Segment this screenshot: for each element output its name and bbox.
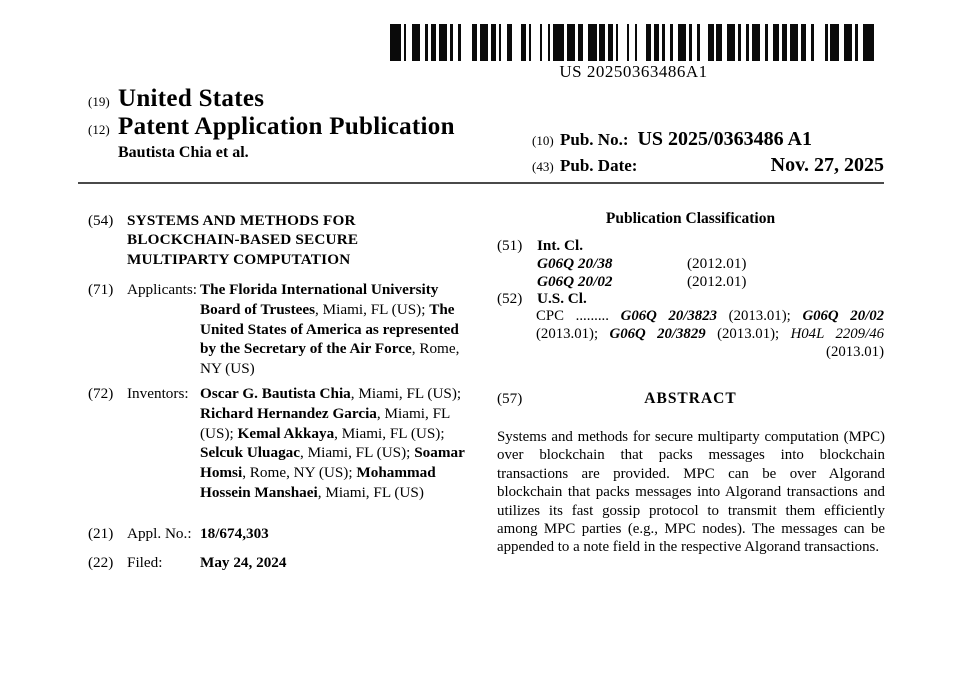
int-cl-code: G06Q 20/02 xyxy=(537,273,613,290)
pub-no-row xyxy=(532,128,884,151)
pub-date-value: Nov. 27, 2025 xyxy=(770,154,884,176)
header-left xyxy=(88,85,455,162)
title-line: MULTIPARTY COMPUTATION xyxy=(127,250,351,268)
us-cl-label: U.S. Cl. xyxy=(537,290,587,307)
int-cl-date: (2012.01) xyxy=(687,273,747,290)
inventors-label: Inventors: xyxy=(127,385,189,402)
kind-code-12: (12) xyxy=(88,122,110,137)
appl-no-section xyxy=(88,524,472,544)
appl-no-number: (21) xyxy=(88,525,114,542)
abstract-header xyxy=(497,390,884,410)
filed-value: May 24, 2024 xyxy=(200,554,287,571)
kind-code-43: (43) xyxy=(532,159,554,174)
int-cl-entry xyxy=(537,273,884,291)
filed-label: Filed: xyxy=(127,554,163,571)
us-cl-section xyxy=(497,290,884,308)
int-cl-number: (51) xyxy=(497,237,523,254)
abstract-number: (57) xyxy=(497,390,523,407)
inventors-value: Oscar G. Bautista Chia, Miami, FL (US); Richard Hernandez Garcia, Miami, FL (US); Kemal Akkaya, Miami, FL (US); Selcuk Uluagac, Miami, FL (US); Soamar Homsi, Rome, NY (US); Mohammad Hossein Manshaei, Miami, FL (US) xyxy=(200,385,465,501)
abstract-heading: ABSTRACT xyxy=(644,390,737,407)
title-section xyxy=(88,211,470,269)
header-right xyxy=(532,128,884,180)
barcode xyxy=(390,24,877,82)
us-cl-number: (52) xyxy=(497,290,523,307)
publication-classification-heading: Publication Classification xyxy=(605,210,776,227)
country-row xyxy=(88,85,455,113)
filed-section xyxy=(88,553,472,573)
int-cl-date: (2012.01) xyxy=(687,255,747,272)
int-cl-entries xyxy=(497,255,884,291)
int-cl-entry xyxy=(537,255,884,273)
inventors-number: (72) xyxy=(88,385,114,402)
appl-no-value: 18/674,303 xyxy=(200,525,269,542)
int-cl-label: Int. Cl. xyxy=(537,237,583,254)
int-cl-code: G06Q 20/38 xyxy=(537,255,613,272)
title-line: BLOCKCHAIN-BASED SECURE xyxy=(127,231,359,249)
appl-no-label: Appl. No.: xyxy=(127,525,192,542)
applicants-value: The Florida International University Board of Trustees, Miami, FL (US); The United States of America as represented by the Secretary of the Air Force, Rome, NY (US) xyxy=(200,281,460,378)
header-rule xyxy=(78,182,884,184)
kind-code-10: (10) xyxy=(532,133,554,148)
pub-date-row xyxy=(532,154,884,177)
invention-title xyxy=(127,211,358,269)
barcode-caption: US 20250363486A1 xyxy=(559,62,708,81)
pub-no-value: US 2025/0363486 A1 xyxy=(637,128,812,150)
applicants-label: Applicants: xyxy=(127,281,198,298)
applicants-section xyxy=(88,280,472,379)
filed-number: (22) xyxy=(88,554,114,571)
author-line: Bautista Chia et al. xyxy=(118,144,249,161)
abstract-text: Systems and methods for secure multiparty computation (MPC) over blockchain that packs messages into blockchain transactions are provided. MPC can be over Algorand blockchain that packs messages into Algorand transactions and utilizes its fast gossip protocol to transmit them efficiently among MPC parties (e.g., MPC nodes). The messages can be appended to a note field in the respective Algorand transactions. xyxy=(497,429,885,556)
country-name: United States xyxy=(118,85,265,112)
inventors-section xyxy=(88,384,472,503)
title-number: (54) xyxy=(88,212,114,229)
cpc-text: CPC ......... G06Q 20/3823 (2013.01); G06Q 20/02 (2013.01); G06Q 20/3829 (2013.01); H04L 2209/46 (2013.01) xyxy=(536,308,884,360)
applicants-number: (71) xyxy=(88,281,114,298)
title-line: SYSTEMS AND METHODS FOR xyxy=(127,212,356,229)
doc-type-row xyxy=(88,113,455,141)
barcode-bars xyxy=(390,24,877,61)
kind-code-19: (19) xyxy=(88,94,110,109)
doc-type: Patent Application Publication xyxy=(118,113,455,140)
int-cl-header-row xyxy=(497,237,884,255)
int-cl-section xyxy=(497,237,884,291)
pub-no-label: Pub. No.: xyxy=(560,130,629,149)
pub-date-label: Pub. Date: xyxy=(560,156,638,175)
